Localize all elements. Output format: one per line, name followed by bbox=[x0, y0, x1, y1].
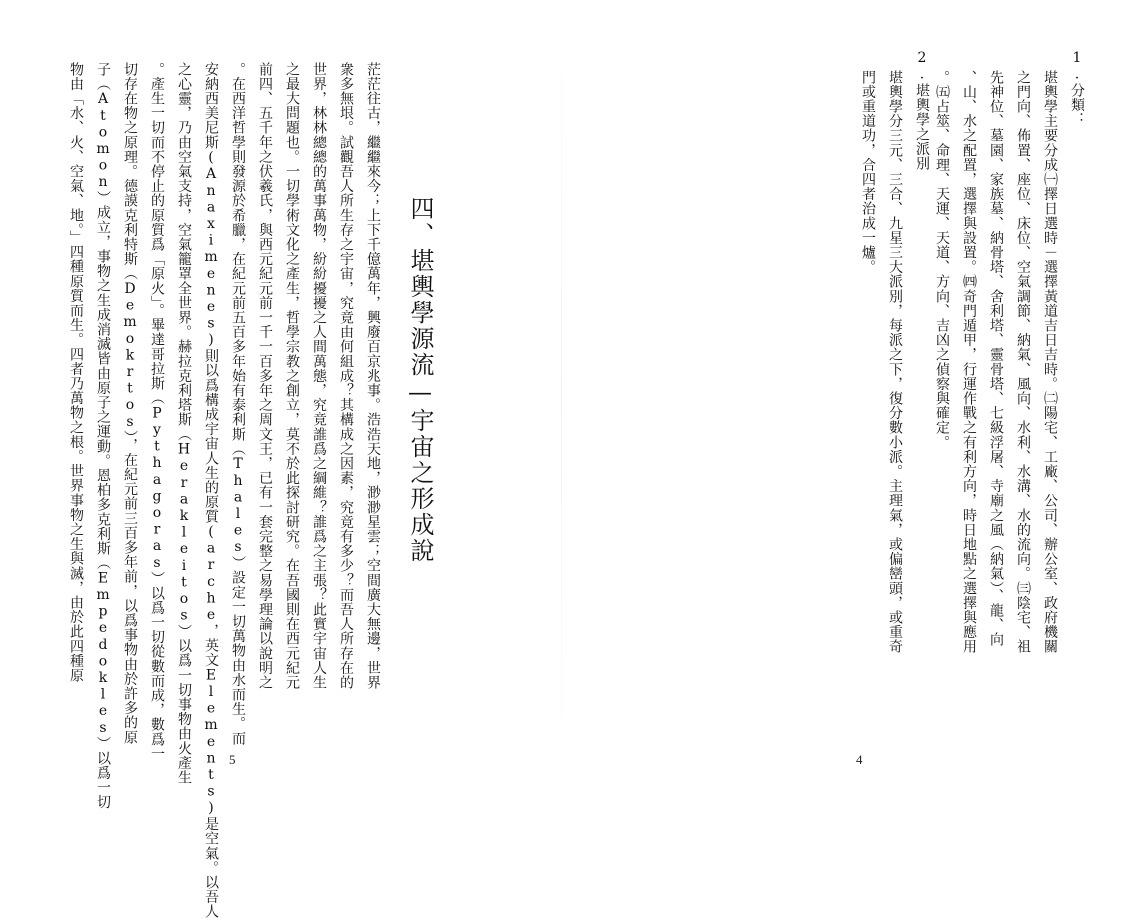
page-number: 4 bbox=[856, 752, 863, 767]
right-page bbox=[561, 0, 1122, 793]
text-column: 。在西洋哲學則發源於希臘，在紀元前五百多年始有泰利斯（Thales）設定一切萬物由水而生。而 bbox=[230, 62, 246, 746]
text-column: 堪輿學分三元、三合、九星三大派別，每派之下，復分數小派。主理氣，或偏巒頭，或重奇 bbox=[887, 70, 903, 654]
text-column: 之門向、佈置、座位、床位、空氣調節、納氣、風向、水利、水溝、水的流向。㈢陰宅、祖 bbox=[1015, 70, 1031, 654]
text-column: 之最大問題也。一切學術文化之產生，哲學宗教之創立，莫不於此探討研究。在吾國則在西元紀元 bbox=[284, 62, 300, 690]
text-column: 安納西美尼斯(Anaximenes)則以爲構成宇宙人生的原質(arche，英文Elements)是空氣。以吾人 bbox=[203, 62, 219, 919]
section-heading: 四、堪輿學源流—宇宙之形成說 bbox=[406, 196, 434, 564]
text-column: 茫茫往古，繼繼來今；上下千億萬年，興廢百京兆事。浩浩天地，渺渺星雲；空間廣大無邊，世界 bbox=[365, 62, 381, 690]
text-column: 門或重道功，合四者治成一爐。 bbox=[860, 70, 876, 275]
text-column: 堪輿學主要分成㈠擇日選時－選擇黃道吉日吉時。㈡陽宅、工廠、公司、辦公室、政府機關 bbox=[1042, 70, 1058, 654]
text-column: 前四、五千年之伏羲氏，與西元紀元前一千一百多年之周文王，已有一套完整之易學理論以說明之 bbox=[257, 62, 273, 690]
text-column: 先神位、墓園、家族墓、納骨塔、舍利塔、靈骨塔、七級浮屠、寺廟之風（納氣）、龍、向 bbox=[988, 70, 1004, 647]
text-column: 。㈤占筮、命理、天運、天道、方向、吉凶之偵察與確定。 bbox=[934, 70, 950, 450]
subsection-heading: 2.堪輿學之派別 bbox=[914, 50, 930, 171]
section-number-heading: 1.分類： bbox=[1069, 50, 1085, 127]
text-column: 。產生一切而不停止的原質爲「原火」。畢達哥拉斯（Pythagoras）以爲一切從數而成，數爲一 bbox=[149, 62, 165, 762]
page-number: 5 bbox=[229, 752, 236, 767]
text-column: 之心靈，乃由空氣支持，空氣籠罩全世界。赫拉克利塔斯（Herakleitos）以爲一切事物由火產生 bbox=[176, 62, 192, 785]
text-column: 、山、水之配置，選擇與設置。㈣奇門遁甲，行運作戰之有利方向，時日地點之選擇與應用 bbox=[961, 70, 977, 654]
text-column: 物由「水、火、空氣、地。」四種原質而生。四者乃萬物之根。世界事物之生與滅，由於此四種原 bbox=[68, 62, 84, 683]
text-column: 切存在物之原理。德謨克利特斯（Demokrtos），在紀元前三百多年前，以爲事物由於許多的原 bbox=[122, 62, 138, 745]
text-column: 衆多無垠。試觀吾人所生存之宇宙，究竟由何組成？其構成之因素，究竟有多少？而吾人所存在的 bbox=[338, 62, 354, 690]
text-column: 子（Atomon）成立，事物之生成消滅皆由原子之運動。恩柏多克利斯（Empedokles）以爲一切 bbox=[95, 62, 111, 810]
text-column: 世界，林林總總的萬事萬物，紛紛擾擾之人間萬態，究竟誰爲之綱維？誰爲之主張？此實宇宙人生 bbox=[311, 62, 327, 690]
